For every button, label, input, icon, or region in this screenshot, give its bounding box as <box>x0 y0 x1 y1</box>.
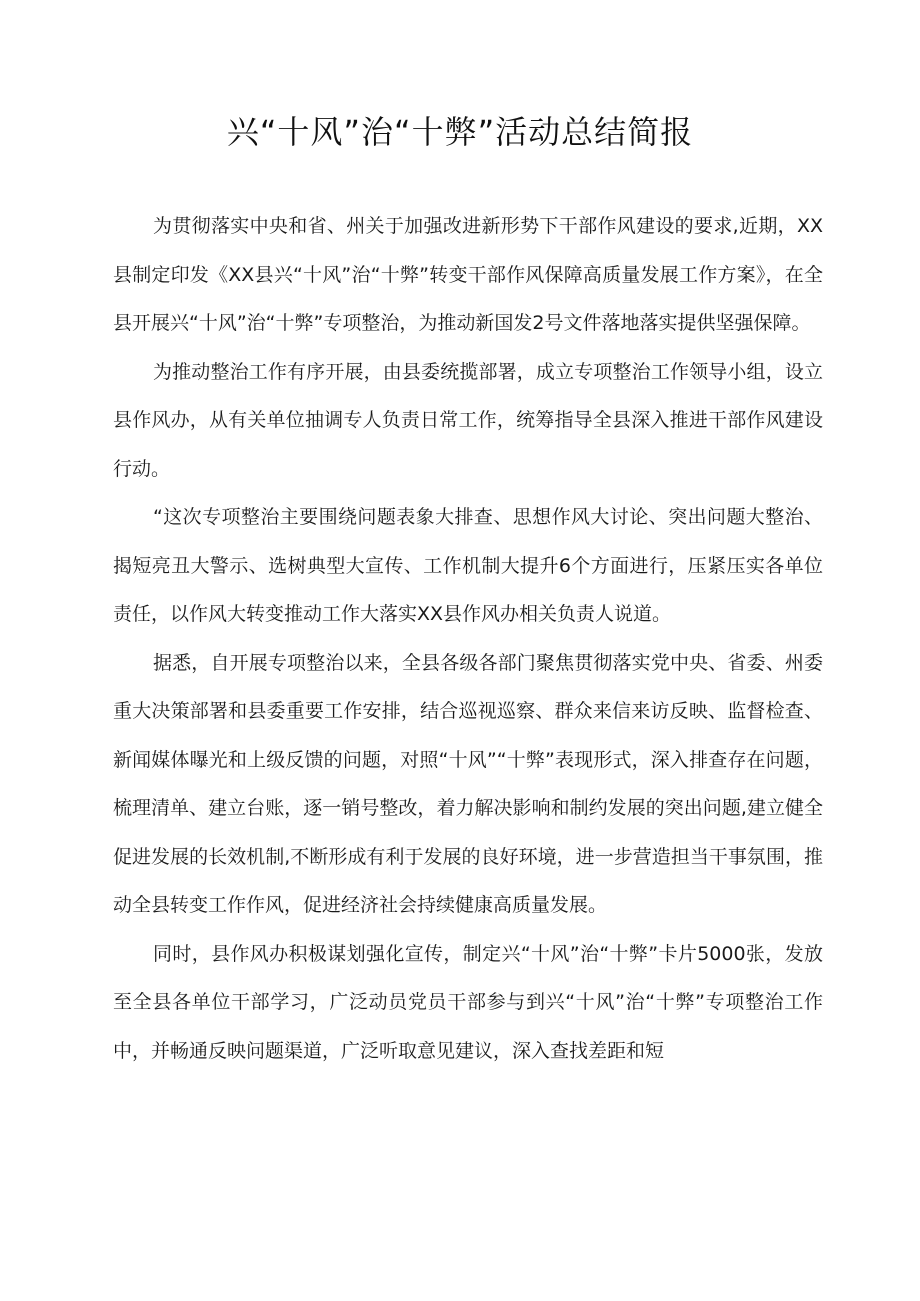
paragraph-3: “这次专项整治主要围绕问题表象大排查、思想作风大讨论、突出问题大整治、揭短亮丑大警示、选树典型大宣传、工作机制大提升6个方面进行，压紧压实各单位责任，以作风大转变推动工作大落实XX县作风办相关负责人说道。 <box>113 506 823 625</box>
paragraph-5: 同时，县作风办积极谋划强化宣传，制定兴“十风”治“十弊”卡片5000张，发放至全县各单位干部学习，广泛动员党员干部参与到兴“十风”治“十弊”专项整治工作中，并畅通反映问题渠道，广泛听取意见建议，深入查找差距和短 <box>113 942 823 1062</box>
document-title: 兴“十风”治“十弊”活动总结简报 <box>226 113 694 151</box>
paragraph-1: 为贯彻落实中央和省、州关于加强改进新形势下干部作风建设的要求,近期，XX县制定印发《XX县兴“十风”治“十弊”转变干部作风保障高质量发展工作方案》，在全县开展兴“十风”治“十弊”专项整治，为推动新国发2号文件落地落实提供坚强保障。 <box>113 215 823 334</box>
document-body <box>113 202 823 1075</box>
paragraph-2: 为推动整治工作有序开展，由县委统揽部署，成立专项整治工作领导小组，设立县作风办，从有关单位抽调专人负责日常工作，统筹指导全县深入推进干部作风建设行动。 <box>113 360 823 480</box>
paragraph-4: 据悉，自开展专项整治以来，全县各级各部门聚焦贯彻落实党中央、省委、州委重大决策部署和县委重要工作安排，结合巡视巡察、群众来信来访反映、监督检查、新闻媒体曝光和上级反馈的问题，对照“十风”“十弊”表现形式，深入排查存在问题，梳理清单、建立台账，逐一销号整改，着力解决影响和制约发展的突出问题,建立健全促进发展的长效机制,不断形成有利于发展的良好环境，进一步营造担当干事氛围，推动全县转变工作作风，促进经济社会持续健康高质量发展。 <box>113 651 823 916</box>
